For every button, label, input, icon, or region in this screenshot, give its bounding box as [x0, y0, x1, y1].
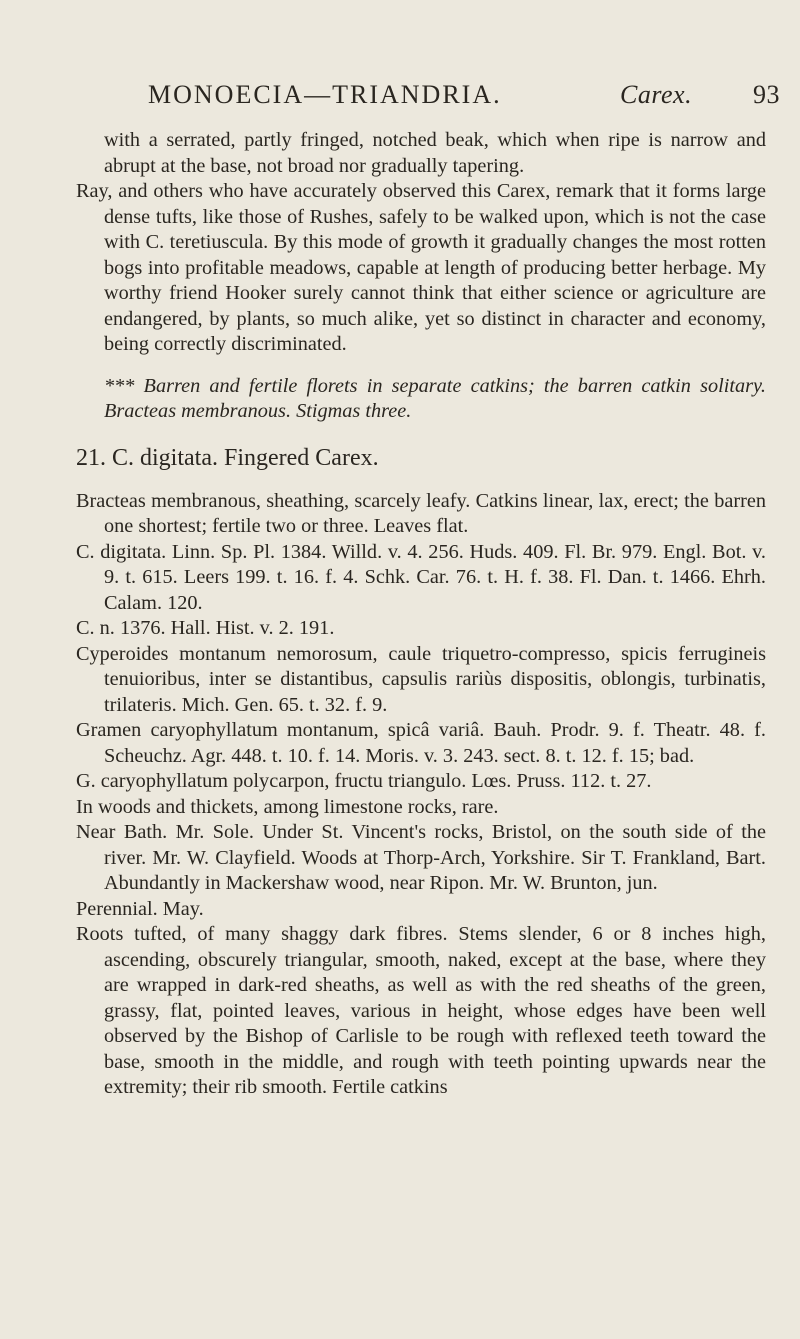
synonym-citation: C. n. 1376. Hall. Hist. v. 2. 191.	[76, 617, 335, 639]
page-body	[76, 128, 766, 1101]
species-description: Bracteas membranous, sheathing, scarcely leafy. Catkins linear, lax, erect; the barren one shortest; fertile two or three. Leaves flat.	[76, 489, 766, 537]
species-heading: 21. C. digitata. Fingered Carex.	[76, 444, 379, 471]
morphology-text: Roots tufted, of many shaggy dark fibres. Stems slender, 6 or 8 inches high, ascending, obscurely triangular, smooth, naked, except at the base, where they are wrapped in dark-red sheaths, as well as with the red sheaths of the green, grassy, flat, pointed leaves, various in height, whose edges have been well observed by the Bishop of Carlisle to be rough with reflexed teeth toward the base, smooth in the middle, and rough with teeth pointing upwards near the extremity; their rib smooth. Fertile catkins	[76, 923, 766, 1098]
synonym-citation: G. caryophyllatum polycarpon, fructu triangulo. Lœs. Pruss. 112. t. 27.	[76, 770, 652, 792]
header-title: MONOECIA—TRIANDRIA.	[148, 80, 502, 109]
synonym-citation: Gramen caryophyllatum montanum, spicâ variâ. Bauh. Prodr. 9. f. Theatr. 48. f. Scheuchz. Agr. 448. t. 10. f. 14. Moris. v. 3. 243. sect. 8. t. 12. f. 15; bad.	[76, 719, 766, 767]
section-heading: *** Barren and fertile florets in separate catkins; the barren catkin solitary. Bracteas membranous. Stigmas three.	[104, 374, 766, 422]
locality-text: Near Bath. Mr. Sole. Under St. Vincent's rocks, Bristol, on the south side of the river. Mr. W. Clayfield. Woods at Thorp-Arch, Yorkshire. Sir T. Frankland, Bart. Abundantly in Mackershaw wood, near Ripon. Mr. W. Brunton, jun.	[76, 821, 766, 894]
header-genus: Carex.	[620, 80, 693, 109]
paragraph-ray-remark: Ray, and others who have accurately observed this Carex, remark that it forms large dense tufts, like those of Rushes, safely to be walked upon, which is not the case with C. teretiuscula. By this mode of growth it gradually changes the most rotten bogs into profitable meadows, capable at length of producing better herbage. My worthy friend Hooker surely cannot think that either science or agriculture are endangered, by plants, so much alike, yet so distinct in character and economy, being correctly discriminated.	[76, 180, 766, 355]
paragraph-continuation: with a serrated, partly fringed, notched beak, which when ripe is narrow and abrupt at the base, not broad nor gradually tapering.	[104, 129, 766, 177]
synonym-citation: C. digitata. Linn. Sp. Pl. 1384. Willd. v. 4. 256. Huds. 409. Fl. Br. 979. Engl. Bot. v. 9. t. 615. Leers 199. t. 16. f. 4. Schk. Car. 76. t. H. f. 38. Fl. Dan. t. 1466. Ehrh. Calam. 120.	[76, 540, 766, 614]
duration-text: Perennial. May.	[76, 897, 204, 920]
page-number: 93	[753, 80, 780, 109]
synonym-citation: Cyperoides montanum nemorosum, caule triquetro-compresso, spicis ferrugineis tenuioribus, inter se distantibus, capsulis rariùs dispositis, oblongis, turbinatis, trilateris. Mich. Gen. 65. t. 32. f. 9.	[76, 642, 766, 716]
habitat-text: In woods and thickets, among limestone rocks, rare.	[76, 795, 499, 818]
running-header	[148, 80, 780, 120]
